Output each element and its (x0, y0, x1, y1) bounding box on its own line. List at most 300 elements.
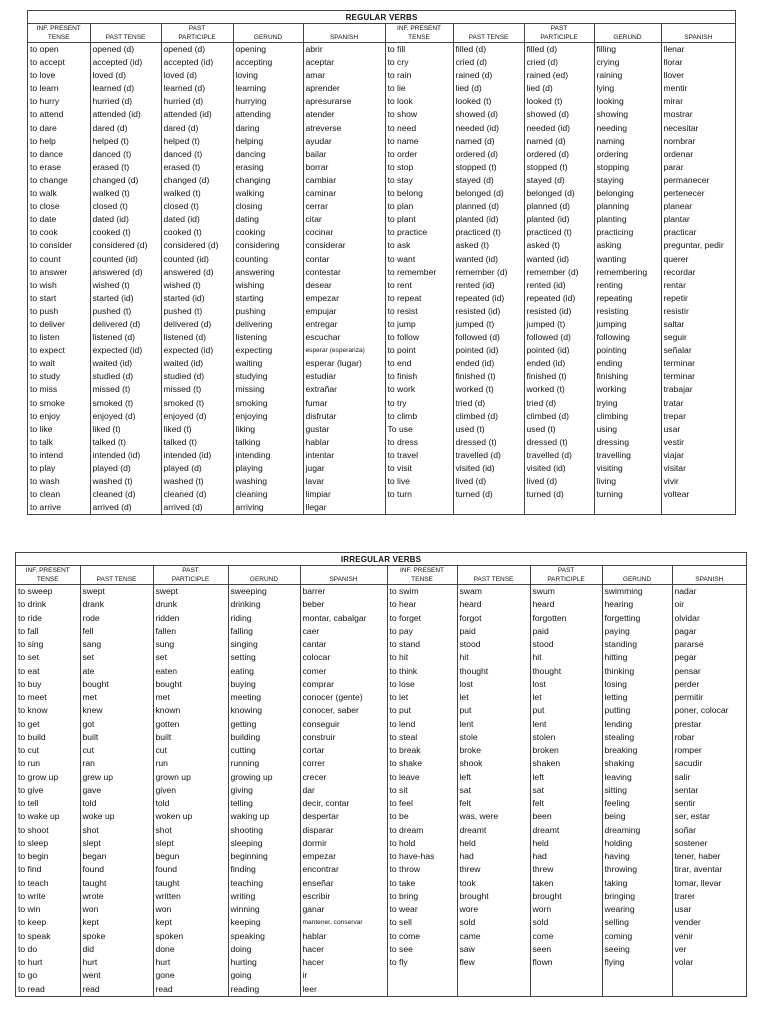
table-cell: considerar (303, 239, 385, 252)
table-cell: hurt (153, 956, 228, 969)
table-cell: pointed (id) (453, 344, 524, 357)
table-cell: asked (t) (524, 239, 594, 252)
table-row (16, 930, 746, 943)
table-cell: tener, haber (672, 850, 746, 863)
table-cell: sentar (672, 784, 746, 797)
table-cell: having (602, 850, 672, 863)
table-cell: ordered (d) (524, 148, 594, 161)
table-cell: to lend (387, 718, 457, 731)
column-header: TENSE (28, 33, 90, 43)
table-cell: needed (id) (524, 122, 594, 135)
table-cell: started (id) (161, 292, 233, 305)
table-cell: liked (t) (90, 423, 161, 436)
table-cell: to look (385, 95, 453, 108)
table-cell: slept (153, 837, 228, 850)
table-cell: singing (228, 638, 300, 651)
table-cell: holding (602, 837, 672, 850)
table-cell: to be (387, 810, 457, 823)
table-row (16, 731, 746, 744)
table-cell: turned (d) (524, 488, 594, 501)
table-cell: broke (457, 744, 530, 757)
table-cell: borrar (303, 161, 385, 174)
table-cell: broken (530, 744, 602, 757)
table-cell: thinking (602, 665, 672, 678)
table-cell: keeping (228, 916, 300, 929)
table-cell: learning (233, 82, 303, 95)
table-cell: to repeat (385, 292, 453, 305)
table-cell: taking (602, 877, 672, 890)
table-cell: met (80, 691, 153, 704)
table-cell: necesitar (661, 122, 735, 135)
table-cell: learned (d) (90, 82, 161, 95)
table-cell: climbed (d) (453, 410, 524, 423)
table-row (28, 213, 735, 226)
table-cell: lived (d) (524, 475, 594, 488)
table-cell: limpiar (303, 488, 385, 501)
table-cell: spoke (80, 930, 153, 943)
table-row (16, 625, 746, 638)
table-cell: attended (id) (161, 108, 233, 121)
table-cell: wishing (233, 279, 303, 292)
table-row (16, 757, 746, 770)
table-cell: pushing (233, 305, 303, 318)
table-cell: pushed (t) (90, 305, 161, 318)
table-cell: to shake (387, 757, 457, 770)
table-cell (661, 501, 735, 514)
table-row (28, 253, 735, 266)
table-cell: hit (530, 651, 602, 664)
table-cell: living (594, 475, 661, 488)
table-cell: to plant (385, 213, 453, 226)
table-row (16, 810, 746, 823)
table-cell: to do (18, 943, 38, 954)
table-cell: to pay (387, 625, 457, 638)
table-cell: climbed (d) (524, 410, 594, 423)
table-row (16, 969, 746, 982)
table-cell: smoked (t) (161, 397, 233, 410)
table-cell: to hit (387, 651, 457, 664)
table-cell: took (457, 877, 530, 890)
table-cell: came (457, 930, 530, 943)
table-cell: filling (594, 43, 661, 57)
table-cell: ordering (594, 148, 661, 161)
table-cell: gone (153, 969, 228, 982)
table-cell: disfrutar (303, 410, 385, 423)
table-cell: to date (30, 214, 57, 225)
table-cell: to have-has (387, 850, 457, 863)
table-cell: to teach (18, 877, 49, 888)
table-cell: considered (d) (90, 239, 161, 252)
table-cell: to try (385, 397, 453, 410)
table-cell: to know (18, 705, 48, 716)
table-row (16, 890, 746, 903)
table-cell: tried (d) (453, 397, 524, 410)
table-cell: to fill (385, 43, 453, 57)
table-title: REGULAR VERBS (28, 11, 735, 24)
column-header: GERUND (233, 33, 303, 43)
table-cell: belonged (d) (453, 187, 524, 200)
table-cell: bought (80, 678, 153, 691)
table-cell: to stay (385, 174, 453, 187)
table-cell: stood (530, 638, 602, 651)
table-cell: vivir (661, 475, 735, 488)
table-cell: lost (457, 678, 530, 691)
table-cell: smoked (t) (90, 397, 161, 410)
table-cell: poner, colocar (672, 704, 746, 717)
table-cell: bailar (303, 148, 385, 161)
column-header: PAST TENSE (453, 33, 524, 43)
table-cell: to resist (385, 305, 453, 318)
table-cell: hurting (228, 956, 300, 969)
table-cell: to set (18, 652, 40, 663)
table-row (28, 292, 735, 305)
table-cell: telling (228, 797, 300, 810)
table-cell: hacer (300, 956, 387, 969)
table-cell: talked (t) (90, 436, 161, 449)
table-cell: to keep (18, 917, 47, 928)
table-cell: following (594, 331, 661, 344)
column-header-top: PAST (161, 24, 233, 34)
table-cell: to play (30, 463, 56, 473)
table-cell: lied (d) (524, 82, 594, 95)
table-cell: arrived (d) (90, 501, 161, 514)
table-row (16, 704, 746, 717)
column-header-top (602, 566, 672, 576)
table-row (16, 612, 746, 625)
table-cell: listened (d) (90, 331, 161, 344)
table-cell: rained (ed) (524, 69, 594, 82)
table-cell: come (530, 930, 602, 943)
table-cell: to clean (30, 489, 61, 500)
table-cell: knew (80, 704, 153, 717)
table-cell: danced (t) (161, 148, 233, 161)
table-cell: to find (18, 864, 42, 875)
table-cell: worked (t) (453, 383, 524, 396)
table-cell: starting (233, 292, 303, 305)
table-cell: to leave (387, 771, 457, 784)
table-cell: stopping (594, 161, 661, 174)
table-cell: to talk (30, 436, 53, 447)
table-cell: oir (672, 598, 746, 611)
table-cell: set (153, 651, 228, 664)
table-cell: to sing (18, 639, 44, 649)
table-cell: to wake up (18, 811, 60, 822)
column-header-top (594, 24, 661, 34)
table-cell: to build (18, 731, 46, 742)
table-cell: stayed (d) (524, 174, 594, 187)
table-cell: sostener (672, 837, 746, 850)
table-cell: soñar (672, 824, 746, 837)
table-cell: tomar, llevar (672, 877, 746, 890)
table-row (28, 305, 735, 318)
table-cell: set (80, 651, 153, 664)
table-cell: to cook (30, 227, 58, 238)
table-cell: intended (id) (90, 449, 161, 462)
table-cell: helped (t) (90, 135, 161, 148)
table-cell: taught (153, 877, 228, 890)
table-cell: ate (80, 665, 153, 678)
column-header-top (661, 24, 735, 34)
table-cell: remembering (594, 266, 661, 279)
table-cell: answered (d) (161, 266, 233, 279)
table-cell: conocer (gente) (300, 691, 387, 704)
table-cell: tried (d) (524, 397, 594, 410)
table-cell: finishing (594, 370, 661, 383)
table-cell: to stop (385, 161, 453, 174)
table-cell: usar (672, 903, 746, 916)
table-cell: built (153, 731, 228, 744)
table-cell: forgetting (602, 612, 672, 625)
table-cell: drunk (153, 598, 228, 611)
table-cell: seeing (602, 943, 672, 956)
table-cell: perder (672, 678, 746, 691)
table-cell: to belong (385, 187, 453, 200)
table-cell: accepted (id) (161, 56, 233, 69)
table-cell: buying (228, 678, 300, 691)
table-cell: to consider (30, 240, 73, 251)
table-row (28, 122, 735, 135)
table-cell: answered (d) (90, 266, 161, 279)
table-cell: drank (80, 598, 153, 611)
table-cell: comer (300, 665, 387, 678)
table-cell: hablar (303, 436, 385, 449)
table-cell: ending (594, 357, 661, 370)
table-cell: held (530, 837, 602, 850)
table-cell: liking (233, 423, 303, 436)
table-cell: stayed (d) (453, 174, 524, 187)
table-cell: dreamt (457, 824, 530, 837)
column-header-top: INF. PRESENT (25, 567, 70, 574)
table-cell: to dare (30, 122, 57, 133)
table-cell: to sweep (18, 586, 53, 596)
column-header-top (457, 566, 530, 576)
table-cell: accepting (233, 56, 303, 69)
table-cell: studied (d) (90, 370, 161, 383)
table-cell: stopped (t) (524, 161, 594, 174)
table-row (28, 279, 735, 292)
table-cell: to ask (385, 239, 453, 252)
table-cell: fumar (303, 397, 385, 410)
table-cell: paid (457, 625, 530, 638)
table-cell: to need (385, 122, 453, 135)
table-cell: to like (30, 423, 53, 434)
table-cell: met (153, 691, 228, 704)
table-cell: visitar (661, 462, 735, 475)
table-cell (530, 969, 602, 982)
table-cell: mirar (661, 95, 735, 108)
table-cell: forgot (457, 612, 530, 625)
table-cell: sold (457, 916, 530, 929)
table-cell: dar (300, 784, 387, 797)
table-cell: to push (30, 305, 59, 316)
table-cell: enjoyed (d) (90, 410, 161, 423)
table-cell: rained (d) (453, 69, 524, 82)
table-cell: wished (t) (161, 279, 233, 292)
table-cell: to sell (387, 916, 457, 929)
table-cell: cerrar (303, 200, 385, 213)
table-cell: aprender (303, 82, 385, 95)
table-cell: kept (80, 916, 153, 929)
table-row (28, 239, 735, 252)
table-cell: esperar (esperanza) (303, 344, 385, 357)
table-cell: expected (id) (161, 344, 233, 357)
table-cell: gave (80, 784, 153, 797)
table-cell: naming (594, 135, 661, 148)
table-cell: wore (457, 903, 530, 916)
table-cell: encontrar (300, 863, 387, 876)
table-cell: travelling (594, 449, 661, 462)
column-header-top (80, 566, 153, 576)
table-row (16, 916, 746, 929)
table-cell: filled (d) (524, 43, 594, 57)
table-cell: flew (457, 956, 530, 969)
table-cell: shaking (602, 757, 672, 770)
table-cell: sentir (672, 797, 746, 810)
table-cell: trarer (672, 890, 746, 903)
table-cell: To use (385, 423, 453, 436)
table-cell: sitting (602, 784, 672, 797)
table-cell: changed (d) (90, 174, 161, 187)
table-cell (457, 983, 530, 996)
table-row (16, 943, 746, 956)
regular-table-body (28, 11, 735, 514)
table-cell: parar (661, 161, 735, 174)
table-cell: counted (id) (90, 253, 161, 266)
table-row (16, 651, 746, 664)
table-cell: despertar (300, 810, 387, 823)
table-cell: to shoot (18, 824, 49, 835)
table-cell: hurrying (233, 95, 303, 108)
table-cell: dreaming (602, 824, 672, 837)
table-cell: barrer (300, 585, 387, 599)
table-cell: olvidar (672, 612, 746, 625)
table-cell: climbing (594, 410, 661, 423)
table-row (28, 266, 735, 279)
table-cell: renting (594, 279, 661, 292)
table-row (16, 744, 746, 757)
table-cell: delivered (d) (161, 318, 233, 331)
table-cell: resisted (id) (524, 305, 594, 318)
table-cell: cantar (300, 638, 387, 651)
table-cell: breaking (602, 744, 672, 757)
table-cell: wanted (id) (453, 253, 524, 266)
table-cell: to rain (385, 69, 453, 82)
table-cell: forgotten (530, 612, 602, 625)
table-cell: ordered (d) (453, 148, 524, 161)
table-cell: sang (80, 638, 153, 651)
table-cell: eaten (153, 665, 228, 678)
table-cell: wanted (id) (524, 253, 594, 266)
table-cell: showing (594, 108, 661, 121)
table-row (16, 877, 746, 890)
table-cell: to throw (387, 863, 457, 876)
table-cell: to lose (387, 678, 457, 691)
table-cell: finished (t) (453, 370, 524, 383)
table-cell: cleaning (233, 488, 303, 501)
table-cell: expecting (233, 344, 303, 357)
table-cell: to love (30, 70, 56, 81)
table-cell: empezar (300, 850, 387, 863)
table-cell: to count (30, 253, 61, 264)
table-cell: to take (387, 877, 457, 890)
table-cell: repetir (661, 292, 735, 305)
column-header: SPANISH (300, 575, 387, 585)
table-cell: to read (18, 983, 45, 994)
table-cell: to think (387, 665, 457, 678)
table-cell: found (153, 863, 228, 876)
table-cell: amar (303, 69, 385, 82)
table-cell: closed (t) (90, 200, 161, 213)
table-cell (672, 969, 746, 982)
table-cell: lived (d) (453, 475, 524, 488)
table-cell: repeated (id) (524, 292, 594, 305)
table-cell: to begin (18, 851, 49, 861)
table-cell: romper (672, 744, 746, 757)
table-cell: woke up (80, 810, 153, 823)
table-cell: belonged (d) (524, 187, 594, 200)
table-cell: to let (387, 691, 457, 704)
table-cell: listening (233, 331, 303, 344)
table-cell: to arrive (30, 502, 62, 513)
table-cell: asking (594, 239, 661, 252)
table-cell: opening (233, 43, 303, 57)
column-header-top (90, 24, 161, 34)
table-cell: hit (457, 651, 530, 664)
table-cell: turned (d) (453, 488, 524, 501)
table-cell (387, 983, 457, 996)
table-cell: grown up (153, 771, 228, 784)
table-cell: put (530, 704, 602, 717)
table-row (16, 771, 746, 784)
table-cell: accepted (id) (90, 56, 161, 69)
table-cell: turning (594, 488, 661, 501)
table-cell: permitir (672, 691, 746, 704)
table-cell: ended (id) (524, 357, 594, 370)
table-row (16, 903, 746, 916)
table-cell: intending (233, 449, 303, 462)
table-cell: sleeping (228, 837, 300, 850)
table-cell: named (d) (524, 135, 594, 148)
table-cell: escribir (300, 890, 387, 903)
table-cell: opened (d) (90, 43, 161, 57)
table-cell: pointing (594, 344, 661, 357)
column-header: GERUND (602, 575, 672, 585)
table-cell: washing (233, 475, 303, 488)
table-cell: erased (t) (161, 161, 233, 174)
table-cell: venir (672, 930, 746, 943)
column-header-top (453, 24, 524, 34)
table-row (16, 638, 746, 651)
table-cell: bought (153, 678, 228, 691)
column-header: PARTICIPLE (530, 575, 602, 585)
table-cell: to give (18, 784, 44, 795)
table-cell: cried (d) (453, 56, 524, 69)
table-cell: dressed (t) (524, 436, 594, 449)
table-cell: to climb (385, 410, 453, 423)
table-cell: given (153, 784, 228, 797)
table-cell: cleaned (d) (161, 488, 233, 501)
table-cell: remember (d) (453, 266, 524, 279)
table-cell: planear (661, 200, 735, 213)
table-cell: to swim (387, 585, 457, 599)
table-cell: cooked (t) (90, 226, 161, 239)
column-header: SPANISH (672, 575, 746, 585)
column-header-top: PAST (153, 566, 228, 576)
table-row (16, 797, 746, 810)
table-cell: usar (661, 423, 735, 436)
table-cell: filled (d) (453, 43, 524, 57)
table-cell: staying (594, 174, 661, 187)
